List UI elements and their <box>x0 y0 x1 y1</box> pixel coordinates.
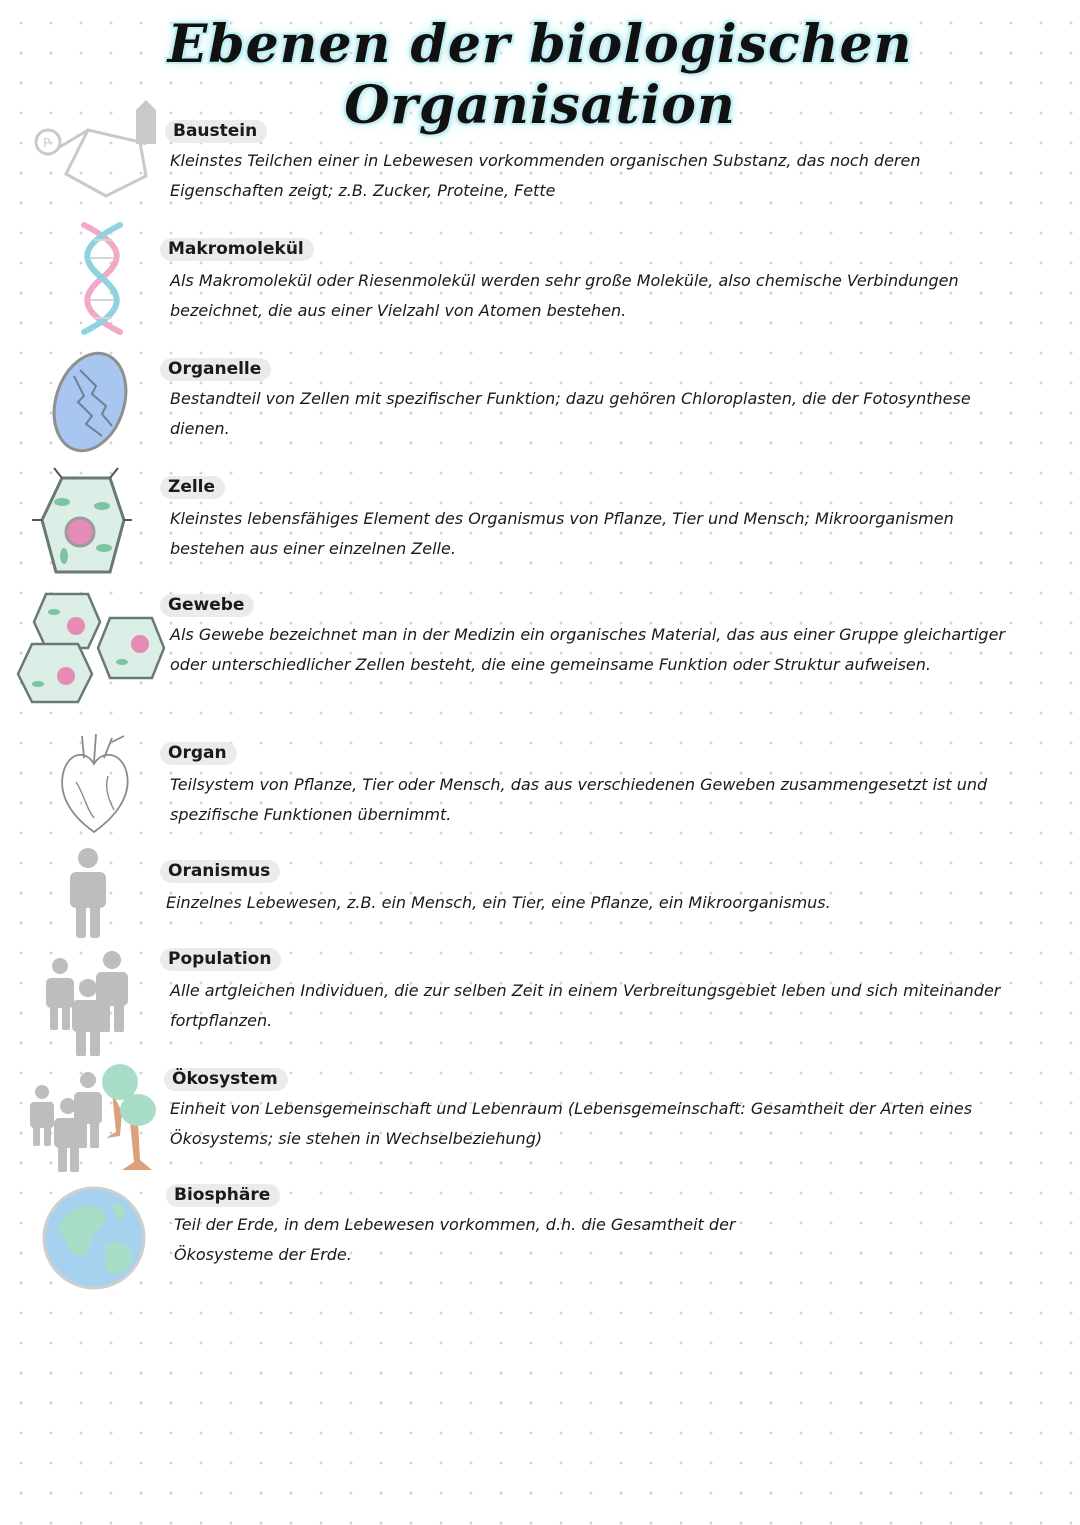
term-label: Ökosystem <box>164 1068 288 1091</box>
heart-icon <box>52 728 136 836</box>
definition-text: Einzelnes Lebewesen, z.B. ein Mensch, ein Tier, eine Pflanze, ein Mikroorganismus. <box>166 893 831 912</box>
term-label: Oranismus <box>160 860 280 883</box>
person-icon <box>66 848 110 940</box>
definition-text: Alle artgleichen Individuen, die zur selben Zeit in einem Verbreitungsgebiet leben und sich miteinander fortpflanzen. <box>170 981 1001 1030</box>
mitochondrion-icon <box>48 346 133 458</box>
term-label: Makromolekül <box>160 238 314 261</box>
definition-text: Als Makromolekül oder Riesenmolekül werden sehr große Moleküle, also chemische Verbindungen bezeichnet, die aus einer Vielzahl von Atomen bestehen. <box>170 271 959 320</box>
term-label: Biosphäre <box>166 1184 280 1207</box>
definition-text: Kleinstes lebensfähiges Element des Organismus von Pflanze, Tier und Mensch; Mikroorganismen bestehen aus einer einzelnen Zelle. <box>170 509 954 558</box>
plant-cell-icon <box>32 468 132 583</box>
definition-text: Einheit von Lebensgemeinschaft und Lebenraum (Lebensgemeinschaft: Gesamtheit der Arten eines Ökosystems; sie stehen in Wechselbeziehung) <box>170 1099 973 1148</box>
definition-text: Kleinstes Teilchen einer in Lebewesen vorkommenden organischen Substanz, das noch deren Eigenschaften zeigt; z.B. Zucker, Proteine, Fette <box>170 151 921 200</box>
group-of-people-icon <box>40 948 140 1056</box>
page-title: Ebenen der biologischen Organisation <box>167 14 913 136</box>
people-and-trees-icon <box>26 1062 161 1177</box>
term-label: Zelle <box>160 476 225 499</box>
term-label: Organelle <box>160 358 271 381</box>
definition-text: Teilsystem von Pflanze, Tier oder Mensch, das aus verschiedenen Geweben zusammengesetzt ist und spezifische Funktionen übernimmt. <box>170 775 988 824</box>
sugar-molecule-icon <box>28 100 163 200</box>
term-label: Population <box>160 948 281 971</box>
term-label: Organ <box>160 742 237 765</box>
definition-text: Teil der Erde, in dem Lebewesen vorkommen, d.h. die Gesamtheit der Ökosysteme der Erde. <box>174 1215 736 1264</box>
svg-text:P: P <box>43 136 51 150</box>
tissue-icon <box>16 588 166 706</box>
definition-text: Als Gewebe bezeichnet man in der Medizin ein organisches Material, das aus einer Gruppe gleichartiger oder unterschiedlicher Zellen besteht, die eine gemeinsame Funktion oder Struktur aufweisen. <box>170 625 1006 674</box>
globe-icon <box>40 1184 148 1292</box>
definition-text: Bestandteil von Zellen mit spezifischer Funktion; dazu gehören Chloroplasten, die der Fotosynthese dienen. <box>170 389 971 438</box>
term-label: Gewebe <box>160 594 254 617</box>
term-label: Baustein <box>165 120 267 143</box>
dna-helix-icon <box>72 220 132 335</box>
